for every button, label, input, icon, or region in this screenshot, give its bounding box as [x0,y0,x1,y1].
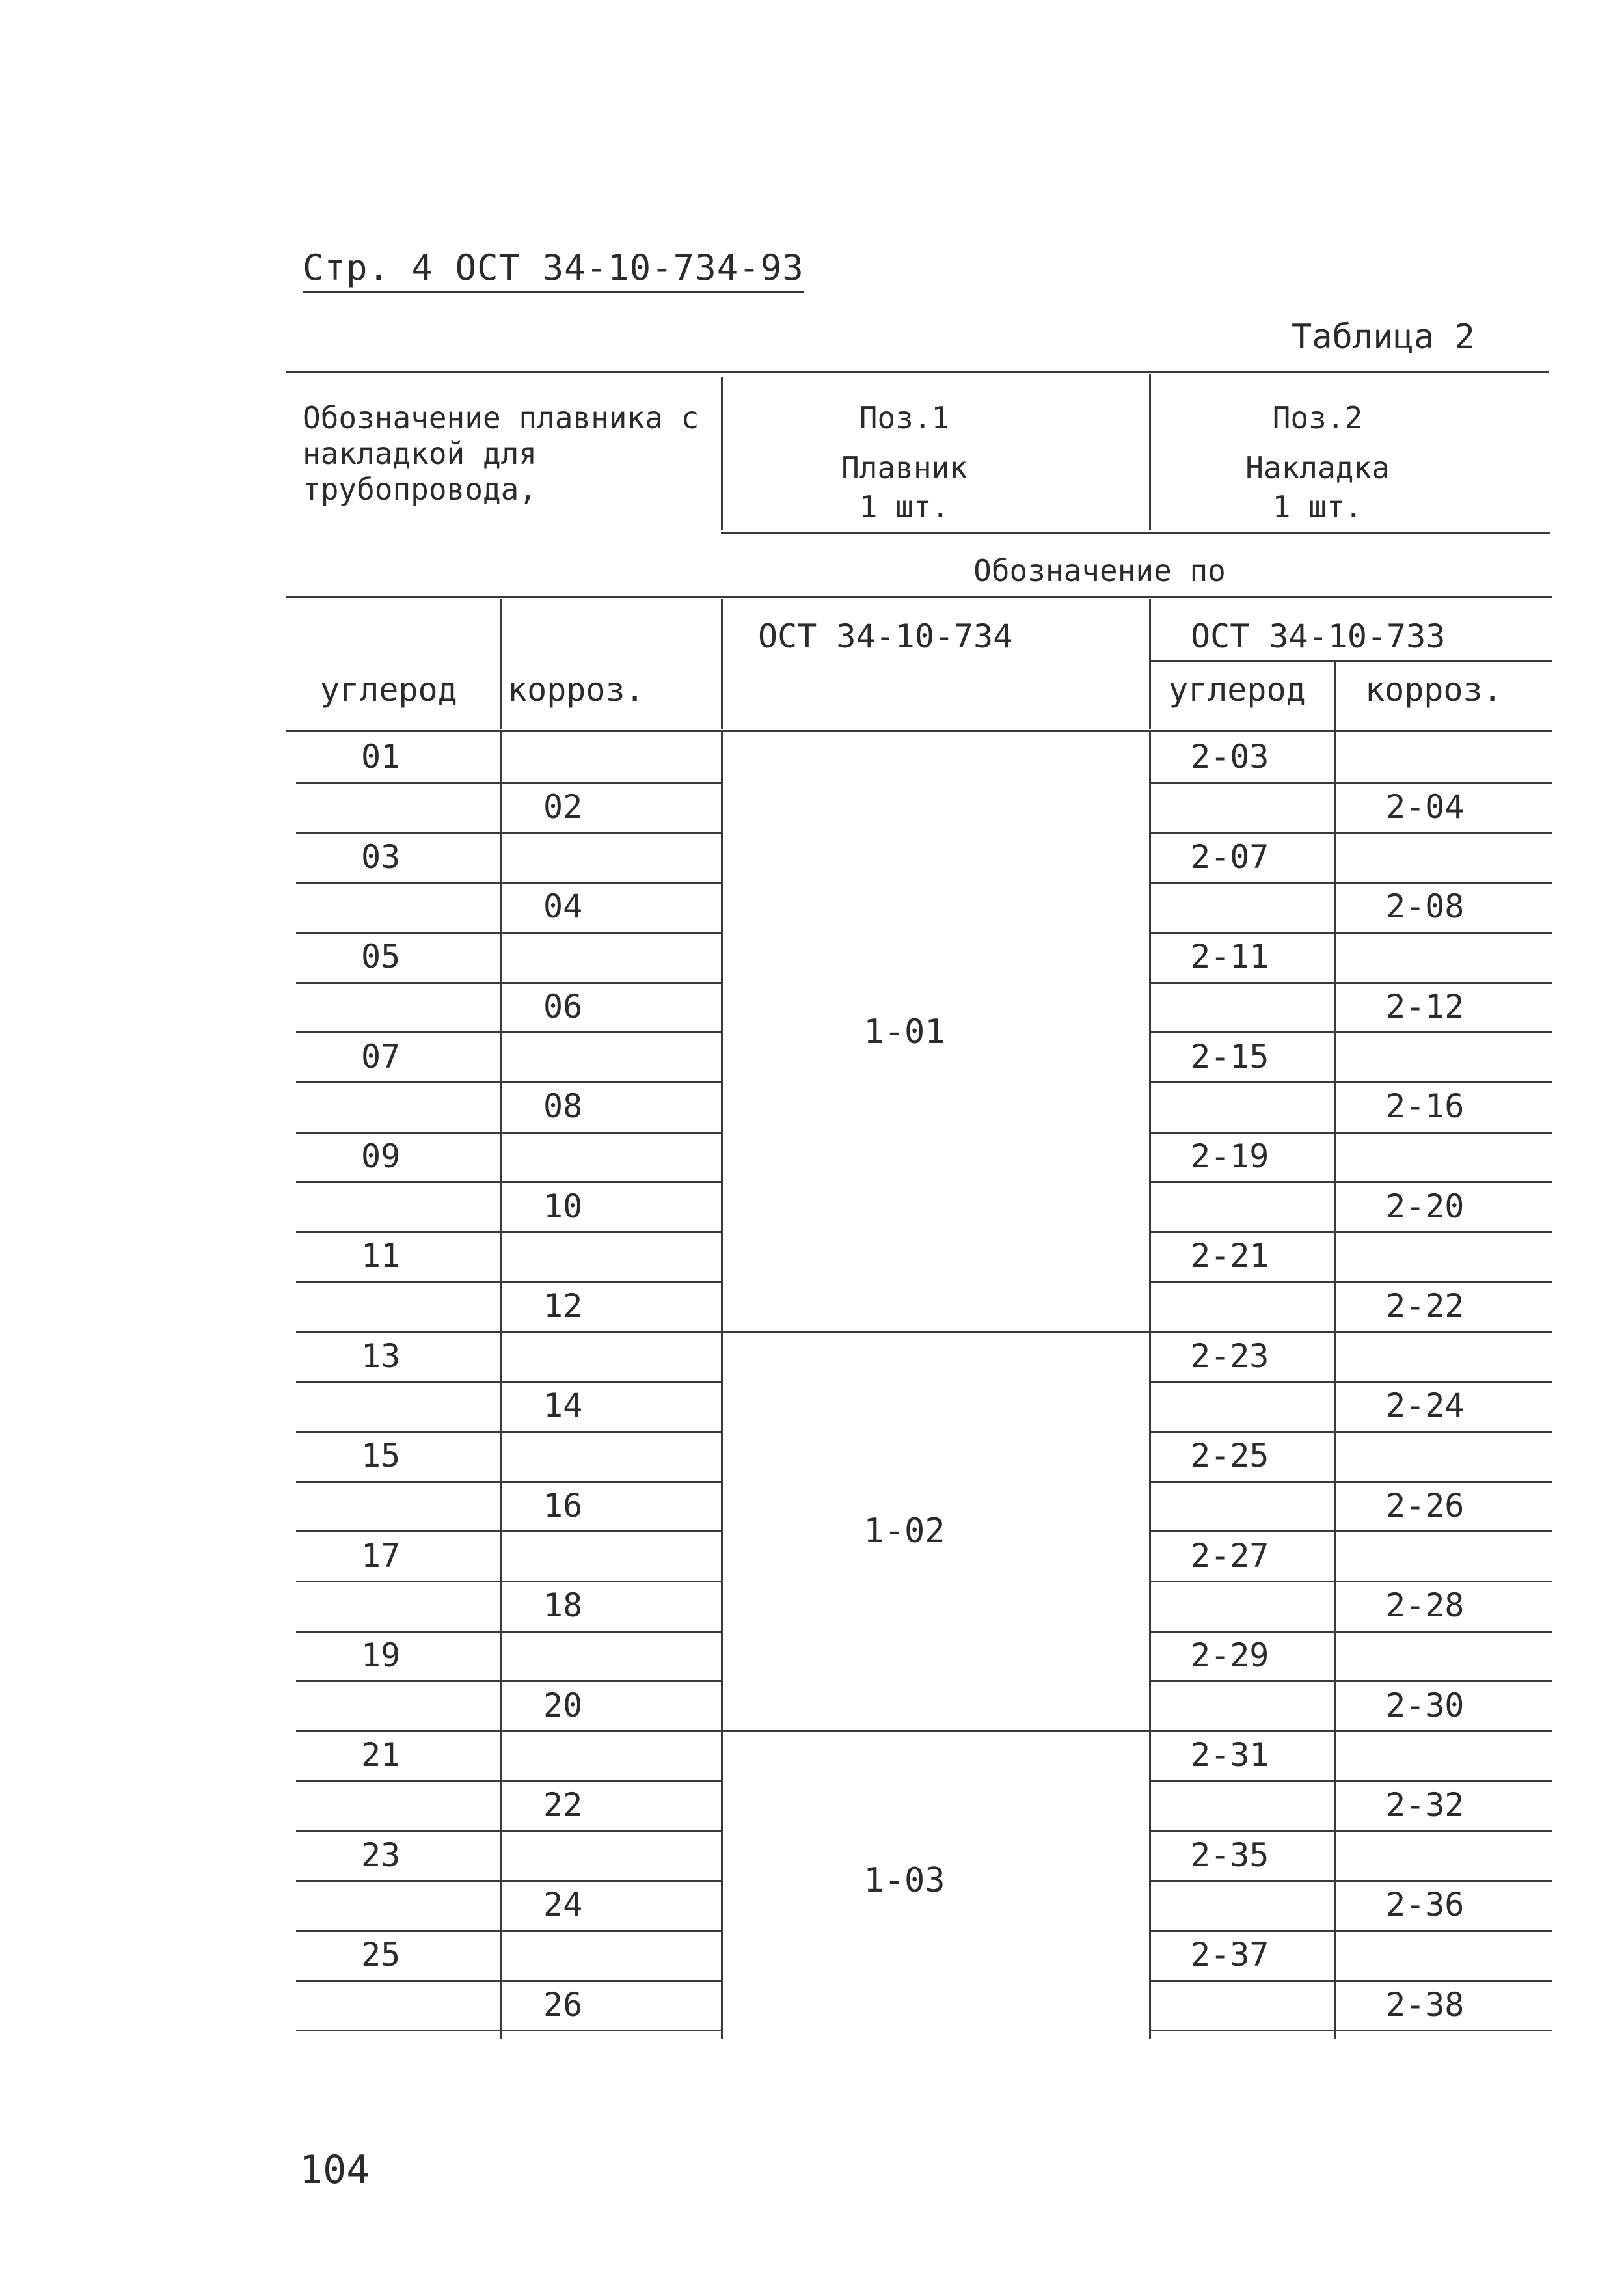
row-22-pos2-corr: 2-32 [1386,1786,1465,1825]
row-rule-right [1149,1680,1552,1682]
row-17-carbon: 17 [361,1536,401,1575]
row-9-pos2-carbon: 2-19 [1191,1137,1269,1175]
row-5-pos2-carbon: 2-11 [1191,938,1269,976]
sub2-carbon: углерод [1169,671,1306,709]
row-rule-left [296,1331,722,1333]
row-rule-right [1149,832,1552,834]
row-19-carbon: 19 [361,1636,401,1674]
row-2-corr: 02 [543,788,583,826]
row-rule-right [1149,1830,1552,1832]
row-rule-left [296,1880,722,1882]
row-18-corr: 18 [543,1586,583,1625]
row-9-carbon: 09 [361,1137,401,1175]
row-26-corr: 26 [543,1985,583,2024]
row-rule-right [1149,1581,1552,1582]
row-13-carbon: 13 [361,1337,401,1375]
pos1-group-rule [721,1730,1150,1732]
pos2-title: Поз.2 [1272,400,1363,435]
row-10-corr: 10 [543,1187,583,1225]
row-rule-right [1149,1381,1552,1383]
row-rule-right [1149,1880,1552,1882]
designation-by-bottom-rule [286,596,1552,598]
pos1-group-rule [721,1331,1150,1333]
row-2-pos2-corr: 2-04 [1386,788,1465,826]
std-pos2: ОСТ 34-10-733 [1191,618,1446,655]
row-6-pos2-corr: 2-12 [1386,987,1465,1026]
row-7-carbon: 07 [361,1037,401,1076]
row-rule-right [1149,1281,1552,1283]
row-rule-left [296,1231,722,1233]
row-22-corr: 22 [543,1786,583,1825]
row-rule-right [1149,1331,1552,1333]
row-rule-left [296,882,722,884]
row-rule-left [296,1181,722,1183]
row-rule-left [296,1381,722,1383]
row-rule-right [1149,932,1552,934]
designation-by-label: Обозначение по [973,553,1226,588]
std-pos2-rule [1149,660,1552,662]
row-10-pos2-corr: 2-20 [1386,1187,1465,1225]
row-rule-right [1149,982,1552,984]
pos1-qty: 1 шт. [859,489,950,524]
pos1-name: Плавник [841,450,968,485]
row-rule-right [1149,1530,1552,1532]
sub2-corr: корроз. [1365,671,1502,709]
row-23-pos2-carbon: 2-35 [1191,1836,1269,1874]
row-rule-left [296,782,722,784]
row-rule-right [1149,1081,1552,1083]
row-rule-left [296,1530,722,1532]
row-rule-left [296,1631,722,1633]
row-rule-right [1149,1930,1552,1932]
row-rule-right [1149,1481,1552,1483]
row-rule-left [296,1780,722,1782]
row-20-pos2-corr: 2-30 [1386,1686,1465,1724]
row-4-pos2-corr: 2-08 [1386,888,1465,926]
row-14-corr: 14 [543,1387,583,1425]
row-11-carbon: 11 [361,1237,401,1275]
row-rule-right [1149,782,1552,784]
row-rule-right [1149,1980,1552,1982]
row-5-carbon: 05 [361,938,401,976]
row-rule-right [1149,1181,1552,1183]
header-designation [303,400,706,508]
body-divider-2 [721,732,723,2039]
row-8-corr: 08 [543,1087,583,1126]
pos1-group-2: 1-02 [863,1512,945,1551]
row-25-carbon: 25 [361,1936,401,1974]
row-rule-right [1149,1132,1552,1134]
page-number: 104 [299,2147,370,2193]
sub-divider-pos1 [721,599,723,729]
row-8-pos2-corr: 2-16 [1386,1087,1465,1126]
row-14-pos2-corr: 2-24 [1386,1387,1465,1425]
table-label: Таблица 2 [1292,318,1475,357]
row-4-corr: 04 [543,888,583,926]
row-3-pos2-carbon: 2-07 [1191,837,1269,876]
row-rule-right [1149,2030,1552,2031]
row-17-pos2-carbon: 2-27 [1191,1536,1269,1575]
row-rule-right [1149,1231,1552,1233]
row-12-pos2-corr: 2-22 [1386,1287,1465,1325]
sub-divider-carbon-corr [500,599,502,729]
row-1-carbon: 01 [361,738,401,776]
row-6-corr: 06 [543,987,583,1026]
row-19-pos2-carbon: 2-29 [1191,1636,1269,1674]
row-26-pos2-corr: 2-38 [1386,1985,1465,2024]
sub-carbon: углерод [320,671,457,709]
row-rule-left [296,1081,722,1083]
row-23-carbon: 23 [361,1836,401,1874]
row-24-pos2-corr: 2-36 [1386,1886,1465,1924]
header-divider-1 [721,377,723,530]
row-21-pos2-carbon: 2-31 [1191,1736,1269,1774]
row-rule-left [296,1930,722,1932]
std-pos1: ОСТ 34-10-734 [758,618,1013,655]
row-rule-left [296,1431,722,1433]
row-rule-left [296,1132,722,1134]
row-rule-left [296,1980,722,1982]
row-rule-left [296,1581,722,1582]
row-rule-left [296,1830,722,1832]
page-header: Стр. 4 ОСТ 34-10-734-93 [303,247,804,293]
header-bottom-rule [286,730,1552,732]
pos2-qty: 1 шт. [1272,489,1363,524]
sub-corr: корроз. [508,671,645,709]
row-rule-left [296,1031,722,1033]
row-rule-right [1149,1730,1552,1732]
row-15-carbon: 15 [361,1437,401,1475]
body-divider-3 [1149,732,1151,2039]
sub-divider-pos2 [1149,599,1151,729]
pos1-group-1: 1-01 [863,1012,945,1052]
row-13-pos2-carbon: 2-23 [1191,1337,1269,1375]
row-16-corr: 16 [543,1486,583,1525]
row-16-pos2-corr: 2-26 [1386,1486,1465,1525]
row-rule-right [1149,1031,1552,1033]
row-rule-right [1149,882,1552,884]
pos1-title: Поз.1 [859,400,950,435]
row-20-corr: 20 [543,1686,583,1724]
row-24-corr: 24 [543,1886,583,1924]
row-rule-left [296,1481,722,1483]
pos2-name: Накладка [1245,450,1390,485]
sub2-divider [1334,662,1336,731]
body-divider-1 [500,732,502,2039]
designation-by-top-rule [721,532,1550,534]
header-designation-text: Обозначение плавника с накладкой для трубопровода, [303,400,699,508]
row-rule-right [1149,1631,1552,1633]
row-rule-left [296,932,722,934]
table-top-rule [286,371,1549,373]
row-12-corr: 12 [543,1287,583,1325]
pos1-group-3: 1-03 [863,1861,945,1901]
row-rule-left [296,1281,722,1283]
header-divider-2 [1149,374,1151,530]
row-3-carbon: 03 [361,837,401,876]
row-rule-left [296,1680,722,1682]
row-rule-left [296,1730,722,1732]
row-7-pos2-carbon: 2-15 [1191,1037,1269,1076]
row-rule-left [296,982,722,984]
row-1-pos2-carbon: 2-03 [1191,738,1269,776]
row-rule-left [296,2030,722,2031]
row-15-pos2-carbon: 2-25 [1191,1437,1269,1475]
row-rule-right [1149,1780,1552,1782]
row-rule-left [296,832,722,834]
row-21-carbon: 21 [361,1736,401,1774]
row-11-pos2-carbon: 2-21 [1191,1237,1269,1275]
body-divider-4 [1334,732,1336,2039]
row-18-pos2-corr: 2-28 [1386,1586,1465,1625]
row-rule-right [1149,1431,1552,1433]
row-25-pos2-carbon: 2-37 [1191,1936,1269,1974]
